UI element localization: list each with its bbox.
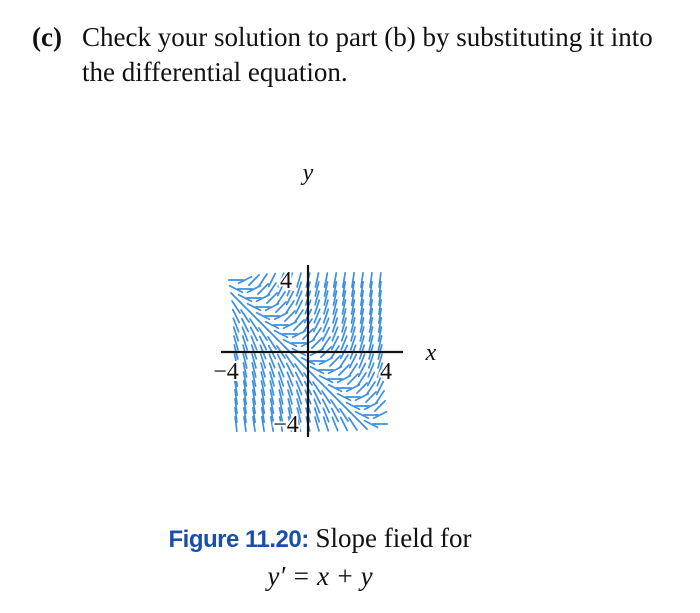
x-tick-4: 4 — [380, 359, 392, 385]
part-label: (c) — [32, 22, 62, 52]
x-axis-label: x — [425, 340, 437, 366]
figure-label-colon: : — [301, 526, 309, 553]
caption-line-1 — [0, 520, 640, 558]
y-axis-label: y — [302, 160, 314, 186]
problem-text: Check your solution to part (b) by substituting it into the differential equation. — [82, 22, 653, 87]
caption-line-2 — [0, 558, 640, 594]
slope-field-figure — [150, 158, 510, 530]
y-tick-4: 4 — [280, 268, 292, 294]
y-tick-neg-4: −4 — [273, 412, 299, 438]
figure-caption — [0, 520, 640, 594]
figure-label: Figure 11.20 — [168, 526, 302, 553]
slope-segment — [259, 274, 267, 286]
slope-segment — [349, 418, 357, 430]
caption-text: Slope field for — [308, 523, 472, 553]
x-tick-neg-4: −4 — [213, 359, 239, 385]
caption-equation: y′ = x + y — [267, 561, 373, 591]
slope-field-plot — [150, 158, 510, 530]
